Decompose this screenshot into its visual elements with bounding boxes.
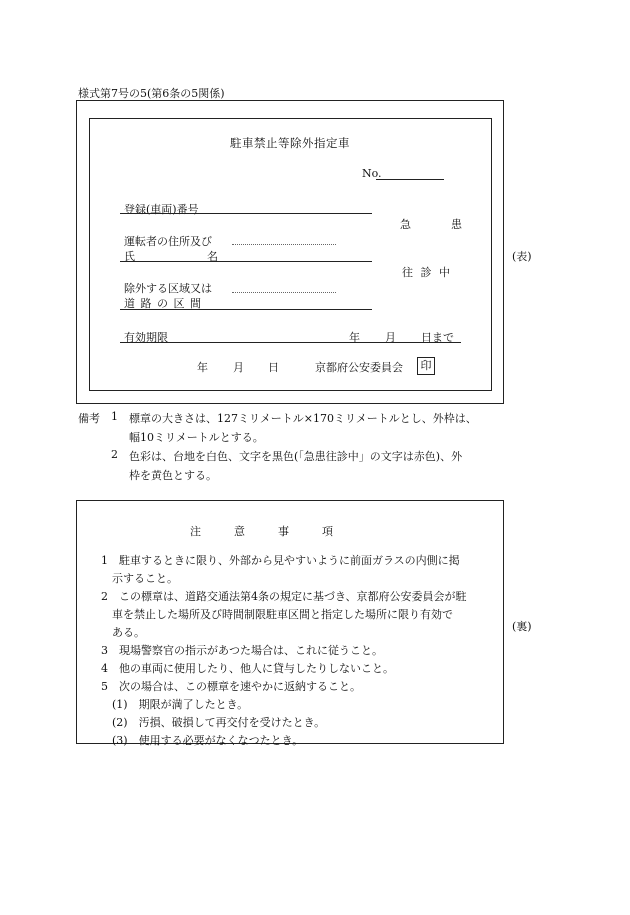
form-number-label: 様式第7号の5(第6条の5関係) (78, 87, 225, 100)
number-line (376, 179, 444, 180)
driver-dotted-line (232, 244, 336, 245)
remark-2-number: 2 (111, 448, 118, 461)
registration-label: 登録(車両)番号 (124, 203, 199, 216)
notice-line: 3 現場警察官の指示があつた場合は、これに従うこと。 (101, 644, 383, 657)
notice-line: (3) 使用する必要がなくなつたとき。 (101, 734, 304, 747)
excluded-label-line1: 除外する区域又は (124, 282, 212, 295)
notice-line: 1 駐車するときに限り、外部から見やすいように前面ガラスの内側に掲 (101, 554, 460, 567)
notice-line: 5 次の場合は、この標章を速やかに返納すること。 (101, 680, 361, 693)
back-side-label: (裏) (512, 620, 532, 633)
remarks-prefix: 備考 (78, 412, 100, 425)
driver-label-line1: 運転者の住所及び (124, 235, 212, 248)
excluded-label-line2: 道 路 の 区 間 (124, 297, 202, 310)
remark-2-line1: 色彩は、台地を白色、文字を黒色(「急患往診中」の文字は赤色)、外 (129, 450, 463, 463)
issue-date-day: 日 (268, 361, 279, 374)
validity-line (120, 342, 461, 343)
urgent-char-1: 急 (400, 218, 411, 231)
excluded-dotted-line (232, 292, 336, 293)
remark-1-line2: 幅10ミリメートルとする。 (129, 431, 264, 444)
notice-line: 4 他の車両に使用したり、他人に貸与したりしないこと。 (101, 662, 394, 675)
front-side-label: (表) (512, 250, 532, 263)
driver-label-name-b: 名 (207, 250, 218, 263)
house-call-label: 往 診 中 (402, 266, 452, 279)
notice-line: (2) 汚損、破損して再交付を受けたとき。 (101, 716, 326, 729)
issuer-label: 京都府公安委員会 (315, 361, 403, 374)
remark-2-line2: 枠を黄色とする。 (129, 469, 217, 482)
seal-box: 印 (417, 357, 435, 375)
issue-date-month: 月 (233, 361, 244, 374)
validity-year: 年 (349, 331, 360, 344)
remark-1-line1: 標章の大きさは、127ミリメートル×170ミリメートルとし、外枠は、 (129, 412, 477, 425)
validity-label: 有効期限 (124, 331, 168, 344)
validity-until: 日まで (421, 331, 454, 344)
issue-date-year: 年 (197, 361, 208, 374)
remark-1-number: 1 (111, 410, 118, 423)
number-label: No. (362, 167, 382, 180)
notice-line: 示すること。 (101, 572, 178, 585)
registration-line (120, 213, 372, 214)
urgent-char-2: 患 (451, 218, 462, 231)
driver-label-name-a: 氏 (124, 250, 135, 263)
excluded-line (120, 309, 372, 310)
notice-line: 車を禁止した場所及び時間制限駐車区間と指定した場所に限り有効で (101, 608, 453, 621)
notice-line: ある。 (101, 626, 145, 639)
validity-month: 月 (385, 331, 396, 344)
notice-line: (1) 期限が満了したとき。 (101, 698, 249, 711)
front-inner-frame (89, 118, 492, 391)
driver-line (120, 261, 372, 262)
back-title: 注 意 事 項 (190, 525, 333, 538)
notice-line: 2 この標章は、道路交通法第4条の規定に基づき、京都府公安委員会が駐 (101, 590, 467, 603)
front-title: 駐車禁止等除外指定車 (230, 136, 350, 150)
